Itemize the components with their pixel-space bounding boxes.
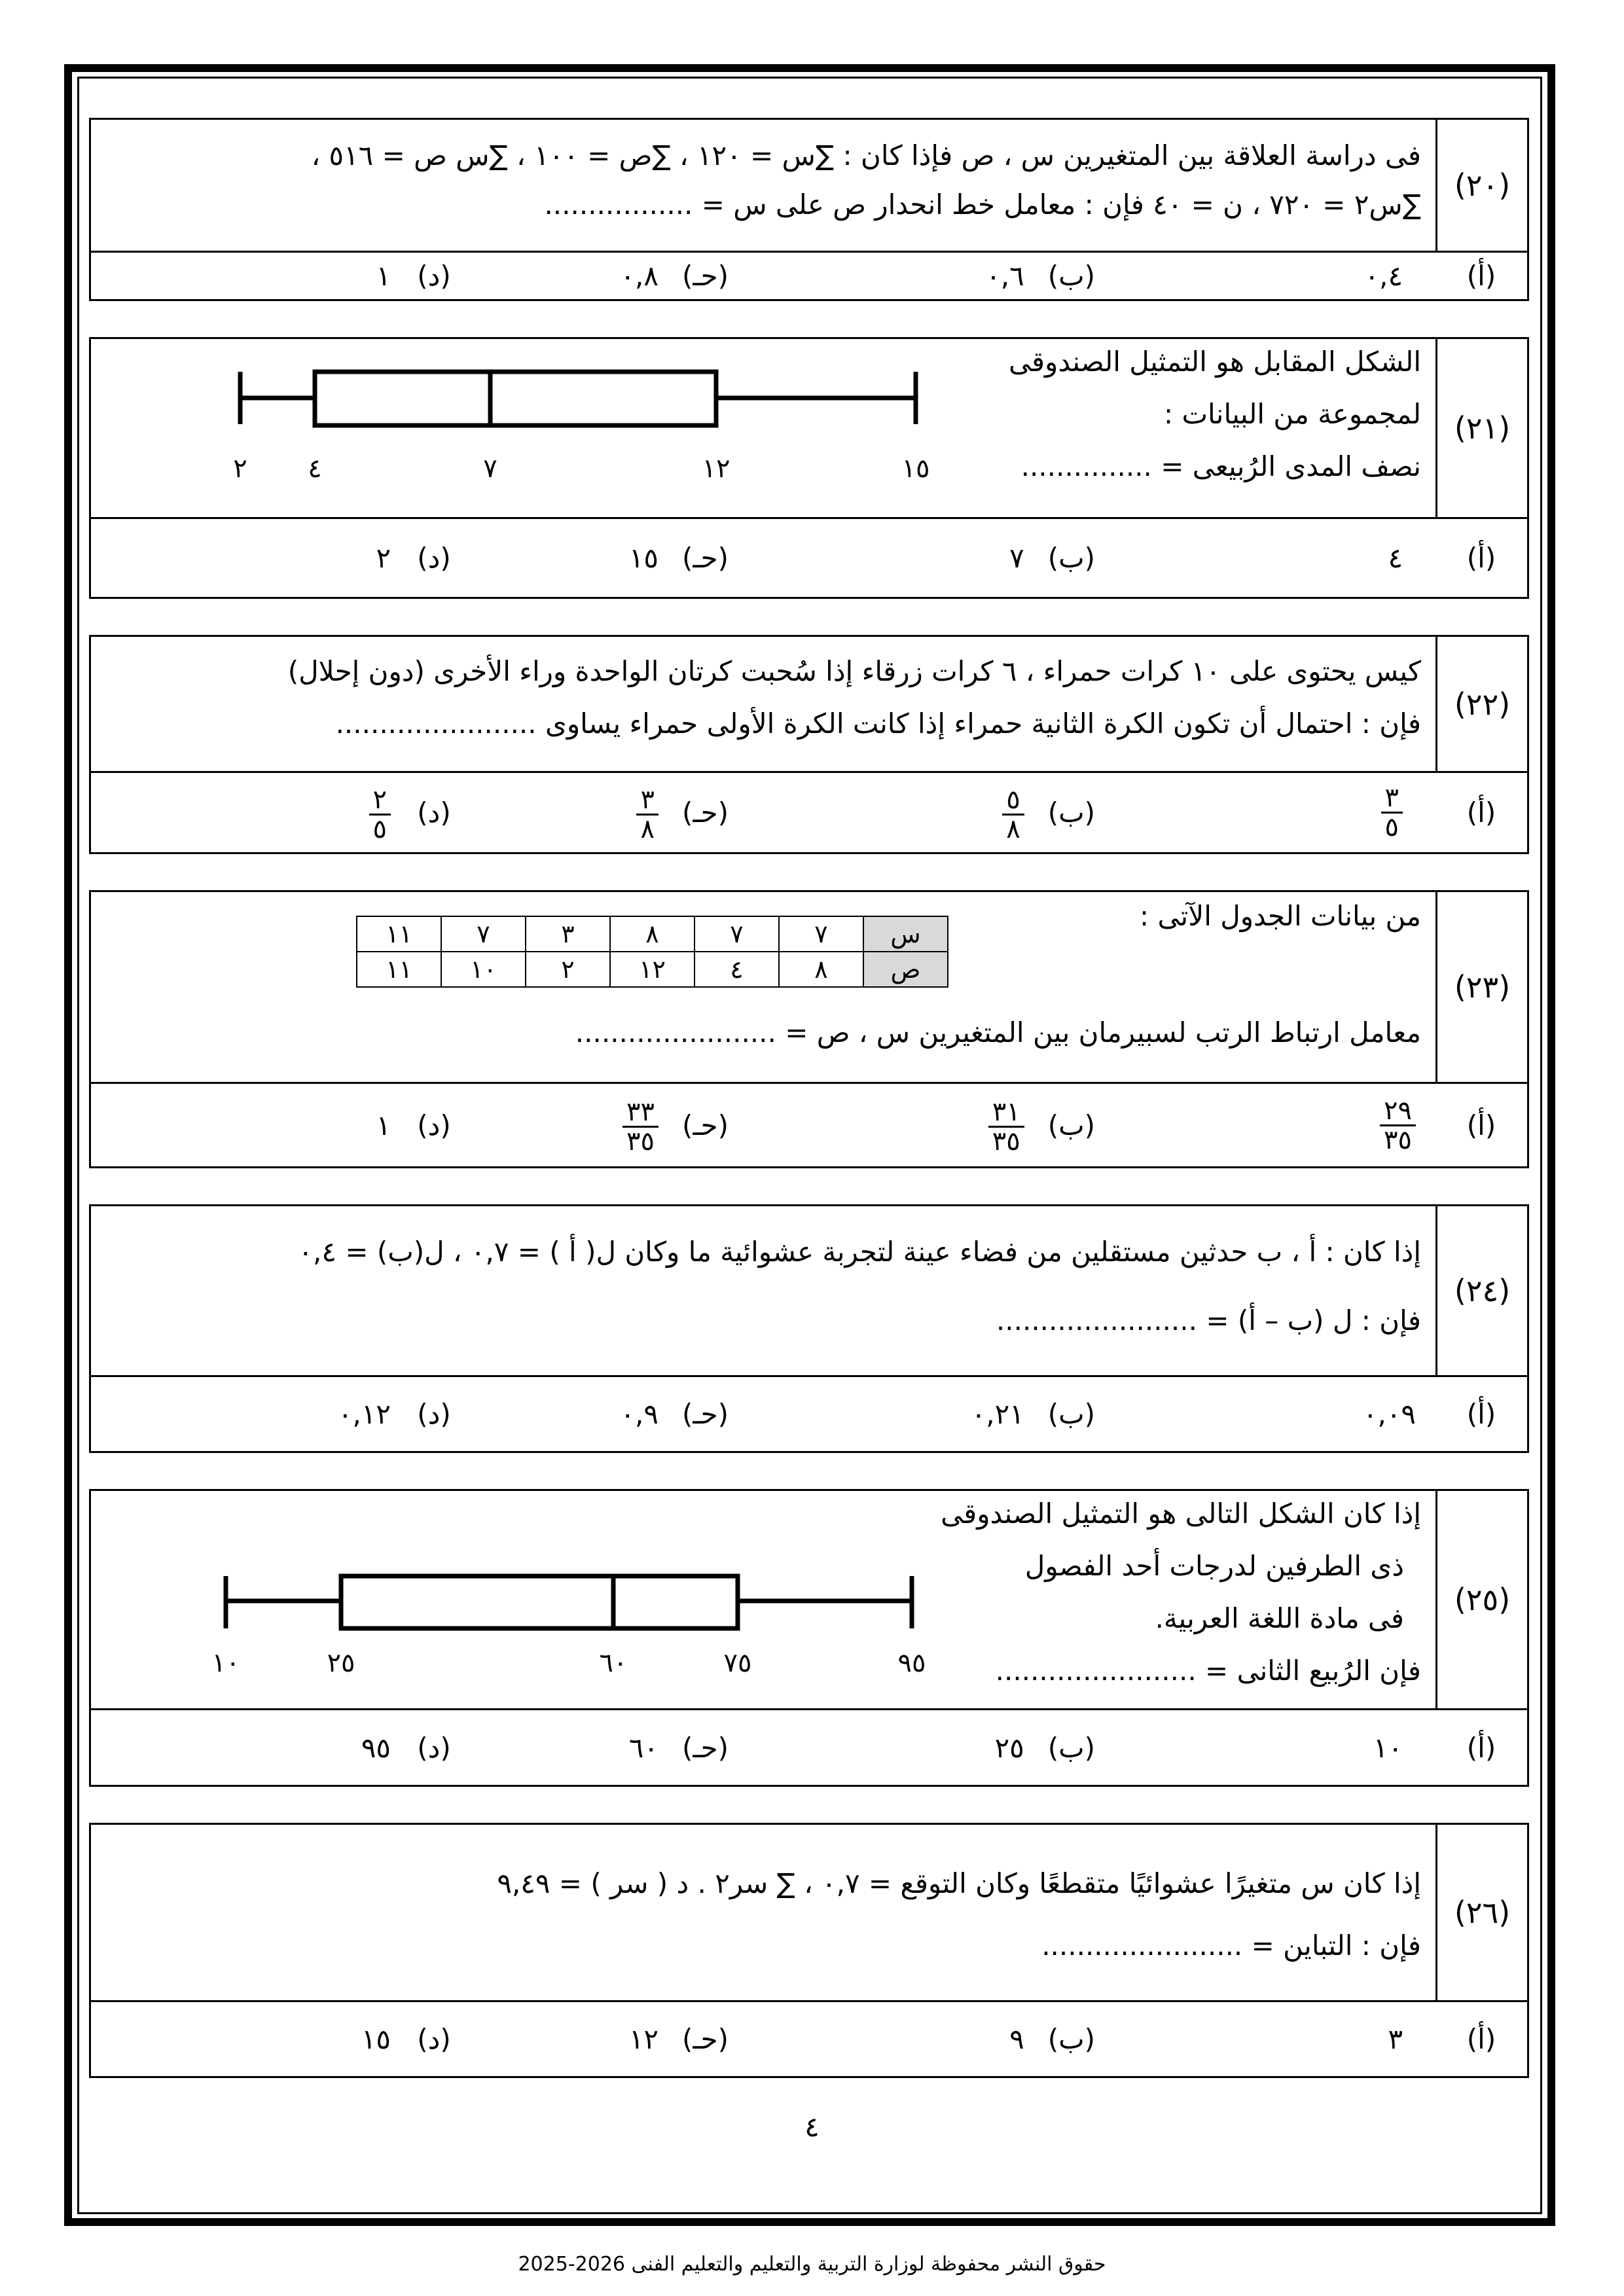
stem-line: إذا كان الشكل التالى هو التمثيل الصندوقى — [941, 1498, 1421, 1530]
fraction-numerator: ٢٩ — [1380, 1097, 1416, 1126]
stem-line: فى مادة اللغة العربية. — [1155, 1602, 1404, 1634]
question-21 — [89, 337, 1529, 599]
option-c[interactable] — [620, 1377, 729, 1451]
table-cell: ١١ — [357, 952, 441, 987]
option-b[interactable] — [971, 1377, 1095, 1451]
option-d[interactable] — [338, 1377, 454, 1451]
stem-line: إذا كان : أ ، ب حدثين مستقلين من فضاء عينة لتجربة عشوائية ما وكان ل( أ ) = ٠,٧ ، ل(ب) = ٠,٤ — [298, 1236, 1421, 1268]
table-cell: س — [863, 916, 948, 952]
option-label: (حـ) — [681, 1731, 729, 1764]
option-label: (د) — [417, 260, 451, 292]
box — [341, 1576, 738, 1628]
box-plot-label: ٢٥ — [327, 1648, 355, 1678]
option-value: ٠,٨ — [620, 260, 659, 292]
fraction-numerator: ٣١ — [988, 1098, 1024, 1128]
option-label: (ب) — [1047, 2023, 1095, 2055]
stem-line: معامل ارتباط الرتب لسبيرمان بين المتغيرين س ، ص = ....................... — [575, 1016, 1421, 1049]
table-cell: ١١ — [357, 916, 441, 952]
fraction-denominator: ٨ — [1006, 814, 1020, 844]
option-d[interactable] — [369, 773, 454, 852]
fraction-denominator: ٣٥ — [626, 1126, 655, 1157]
data-table — [356, 916, 948, 988]
option-a-value — [1380, 1084, 1416, 1166]
table-cell: ٧ — [779, 916, 863, 952]
stem-line: من بيانات الجدول الآتى : — [1140, 900, 1421, 932]
option-value: ٧ — [1009, 542, 1024, 574]
fraction-numerator: ٢ — [369, 786, 391, 816]
question-number: (٢٢) — [1435, 637, 1527, 771]
option-a-value: ٠,٠٩ — [1362, 1398, 1416, 1430]
copyright-footer: حقوق النشر محفوظة لوزارة التربية والتعليم والتعليم الفنى 2026-2025 — [518, 2253, 1106, 2276]
option-a-value — [1381, 773, 1403, 852]
option-label: (حـ) — [681, 260, 729, 292]
option-value: ٩ — [1009, 2023, 1024, 2055]
question-24 — [89, 1204, 1529, 1453]
fraction-numerator: ٣ — [636, 786, 658, 816]
stem-line: لمجموعة من البيانات : — [1163, 398, 1421, 430]
table-cell: ص — [863, 952, 948, 987]
option-label: (د) — [417, 797, 451, 829]
option-c[interactable] — [629, 519, 729, 597]
question-stem — [91, 120, 1435, 251]
table-cell: ٢ — [526, 952, 610, 987]
table-cell: ٧ — [441, 916, 526, 952]
option-a-label[interactable]: (أ) — [1466, 1109, 1496, 1141]
option-label: (ب) — [1047, 1398, 1095, 1430]
option-a-label[interactable]: (أ) — [1466, 542, 1496, 574]
option-a-value: ٠,٤ — [1364, 260, 1403, 292]
box-plot-label: ١٢ — [702, 454, 731, 484]
question-stem — [91, 1825, 1435, 2000]
option-c[interactable] — [629, 2002, 729, 2076]
option-label: (ب) — [1047, 542, 1095, 574]
box-plot-label: ٦٠ — [599, 1648, 628, 1678]
option-value: ٢٥ — [994, 1731, 1024, 1764]
question-20 — [89, 118, 1529, 301]
option-d[interactable] — [361, 2002, 454, 2076]
box-plot — [117, 1570, 942, 1641]
question-number: (٢٦) — [1435, 1825, 1527, 2000]
question-number: (٢٣) — [1435, 892, 1527, 1082]
table-cell: ٤ — [695, 952, 779, 987]
option-label: (ب) — [1047, 260, 1095, 292]
stem-line: الشكل المقابل هو التمثيل الصندوقى — [1008, 346, 1421, 378]
option-value: ٠,١٢ — [337, 1398, 391, 1430]
box-plot-label: ٧ — [483, 454, 497, 484]
table-cell: ٧ — [695, 916, 779, 952]
option-a-label[interactable]: (أ) — [1466, 1731, 1496, 1764]
question-number: (٢٠) — [1435, 120, 1527, 251]
box-plot-label: ٩٥ — [897, 1648, 926, 1678]
options-row — [91, 1375, 1527, 1451]
option-value: ١٢ — [628, 2023, 659, 2055]
option-label: (د) — [417, 2023, 451, 2055]
option-label: (د) — [417, 1731, 451, 1764]
option-label: (ب) — [1047, 1731, 1095, 1764]
options-row — [91, 517, 1527, 597]
question-number: (٢١) — [1435, 339, 1527, 517]
table-row-y — [357, 952, 948, 987]
option-label: (حـ) — [681, 1109, 729, 1141]
stem-line: فإن : احتمال أن تكون الكرة الثانية حمراء إذا كانت الكرة الأولى حمراء يساوى ....................... — [335, 708, 1421, 740]
box-plot-label: ١٥ — [901, 454, 930, 484]
table-cell: ٣ — [526, 916, 610, 952]
question-stem — [91, 637, 1435, 771]
option-value: ١٥ — [361, 2023, 391, 2055]
stem-line: ∑س٢ = ٧٢٠ ، ن = ٤٠ فإن : معامل خط انحدار ص على س = ................. — [544, 188, 1421, 221]
option-label: (د) — [417, 542, 451, 574]
question-25 — [89, 1489, 1529, 1787]
question-22 — [89, 635, 1529, 854]
box-plot-label: ٧٥ — [723, 1648, 752, 1678]
option-label: (د) — [417, 1398, 451, 1430]
stem-line: فإن : التباين = ....................... — [1041, 1929, 1421, 1962]
option-value: ٠,٩ — [620, 1398, 659, 1430]
table-cell: ١٢ — [610, 952, 695, 987]
fraction-denominator: ٥ — [1384, 812, 1399, 842]
option-b[interactable] — [995, 1710, 1095, 1785]
stem-line: نصف المدى الرُبيعى = ............... — [1020, 450, 1421, 482]
stem-line: كيس يحتوى على ١٠ كرات حمراء ، ٦ كرات زرقاء إذا سُحبت كرتان الواحدة وراء الأخرى (دون إحلال) — [287, 655, 1421, 687]
option-label: (د) — [417, 1109, 451, 1141]
options-row — [91, 2000, 1527, 2076]
box — [315, 372, 716, 425]
option-b[interactable] — [988, 1084, 1095, 1166]
options-row — [91, 251, 1527, 299]
option-a-label[interactable]: (أ) — [1466, 797, 1496, 829]
option-label: (ب) — [1047, 797, 1095, 829]
option-value: ٠,٢١ — [971, 1398, 1024, 1430]
question-number: (٢٥) — [1435, 1491, 1527, 1708]
table-row-x — [357, 916, 948, 952]
option-d[interactable] — [376, 253, 454, 299]
options-row — [91, 771, 1527, 852]
option-a-label[interactable]: (أ) — [1466, 260, 1496, 292]
option-a-value: ٤ — [1388, 542, 1403, 574]
question-stem — [91, 1206, 1435, 1375]
stem-line: فى دراسة العلاقة بين المتغيرين س ، ص فإذا كان : ∑س = ١٢٠ ، ∑ص = ١٠٠ ، ∑س ص = ٥١٦ ، — [311, 139, 1421, 171]
option-value: ٠,٦ — [986, 260, 1024, 292]
stem-line: فإن : ل (ب – أ) = ....................... — [996, 1304, 1421, 1336]
page-number: ٤ — [804, 2111, 820, 2143]
option-c[interactable] — [629, 1710, 729, 1785]
option-b[interactable] — [1002, 773, 1095, 852]
options-row — [91, 1082, 1527, 1166]
option-c[interactable] — [623, 1084, 729, 1166]
option-c[interactable] — [636, 773, 729, 852]
option-label: (ب) — [1047, 1109, 1095, 1141]
stem-line: فإن الرُبيع الثانى = ....................... — [995, 1655, 1421, 1687]
option-value: ١ — [376, 1109, 391, 1141]
option-value: ٢ — [376, 542, 391, 574]
option-value: ١ — [376, 260, 391, 292]
table-cell: ٨ — [610, 916, 695, 952]
fraction-numerator: ٥ — [1002, 786, 1024, 816]
option-value: ٦٠ — [628, 1731, 659, 1764]
option-label: (حـ) — [681, 1398, 729, 1430]
box-plot-label: ٤ — [308, 454, 322, 484]
fraction-denominator: ٥ — [372, 814, 387, 844]
fraction-numerator: ٣٣ — [623, 1098, 659, 1128]
option-a-value: ٣ — [1388, 2023, 1403, 2055]
option-value: ١٥ — [628, 542, 659, 574]
question-number: (٢٤) — [1435, 1206, 1527, 1375]
option-c[interactable] — [620, 253, 729, 299]
options-row — [91, 1708, 1527, 1785]
question-23 — [89, 890, 1529, 1168]
option-a-label[interactable]: (أ) — [1466, 2023, 1496, 2055]
option-a-label[interactable]: (أ) — [1466, 1398, 1496, 1430]
stem-line: إذا كان س متغيرًا عشوائيًا متقطعًا وكان التوقع = ٠,٧ ، ∑ سر٢ . د ( سر ) = ٩,٤٩ — [497, 1867, 1421, 1899]
table-cell: ٨ — [779, 952, 863, 987]
option-label: (حـ) — [681, 2023, 729, 2055]
option-value: ٩٥ — [361, 1731, 391, 1764]
option-b[interactable] — [1009, 519, 1095, 597]
table-cell: ١٠ — [441, 952, 526, 987]
option-d[interactable] — [376, 1084, 454, 1166]
fraction-denominator: ٣٥ — [1384, 1124, 1412, 1155]
box-plot — [143, 365, 955, 444]
stem-line: ذى الطرفين لدرجات أحد الفصول — [1024, 1550, 1404, 1582]
option-label: (حـ) — [681, 797, 729, 829]
option-b[interactable] — [1009, 2002, 1095, 2076]
box-plot-label: ١٠ — [211, 1648, 240, 1678]
option-d[interactable] — [376, 519, 454, 597]
fraction-denominator: ٣٥ — [992, 1126, 1020, 1157]
fraction-numerator: ٣ — [1381, 784, 1403, 814]
option-a-value: ١٠ — [1373, 1731, 1403, 1764]
option-d[interactable] — [361, 1710, 454, 1785]
box-plot-label: ٢ — [233, 454, 247, 484]
option-b[interactable] — [986, 253, 1095, 299]
question-26 — [89, 1823, 1529, 2078]
option-label: (حـ) — [681, 542, 729, 574]
fraction-denominator: ٨ — [640, 814, 655, 844]
